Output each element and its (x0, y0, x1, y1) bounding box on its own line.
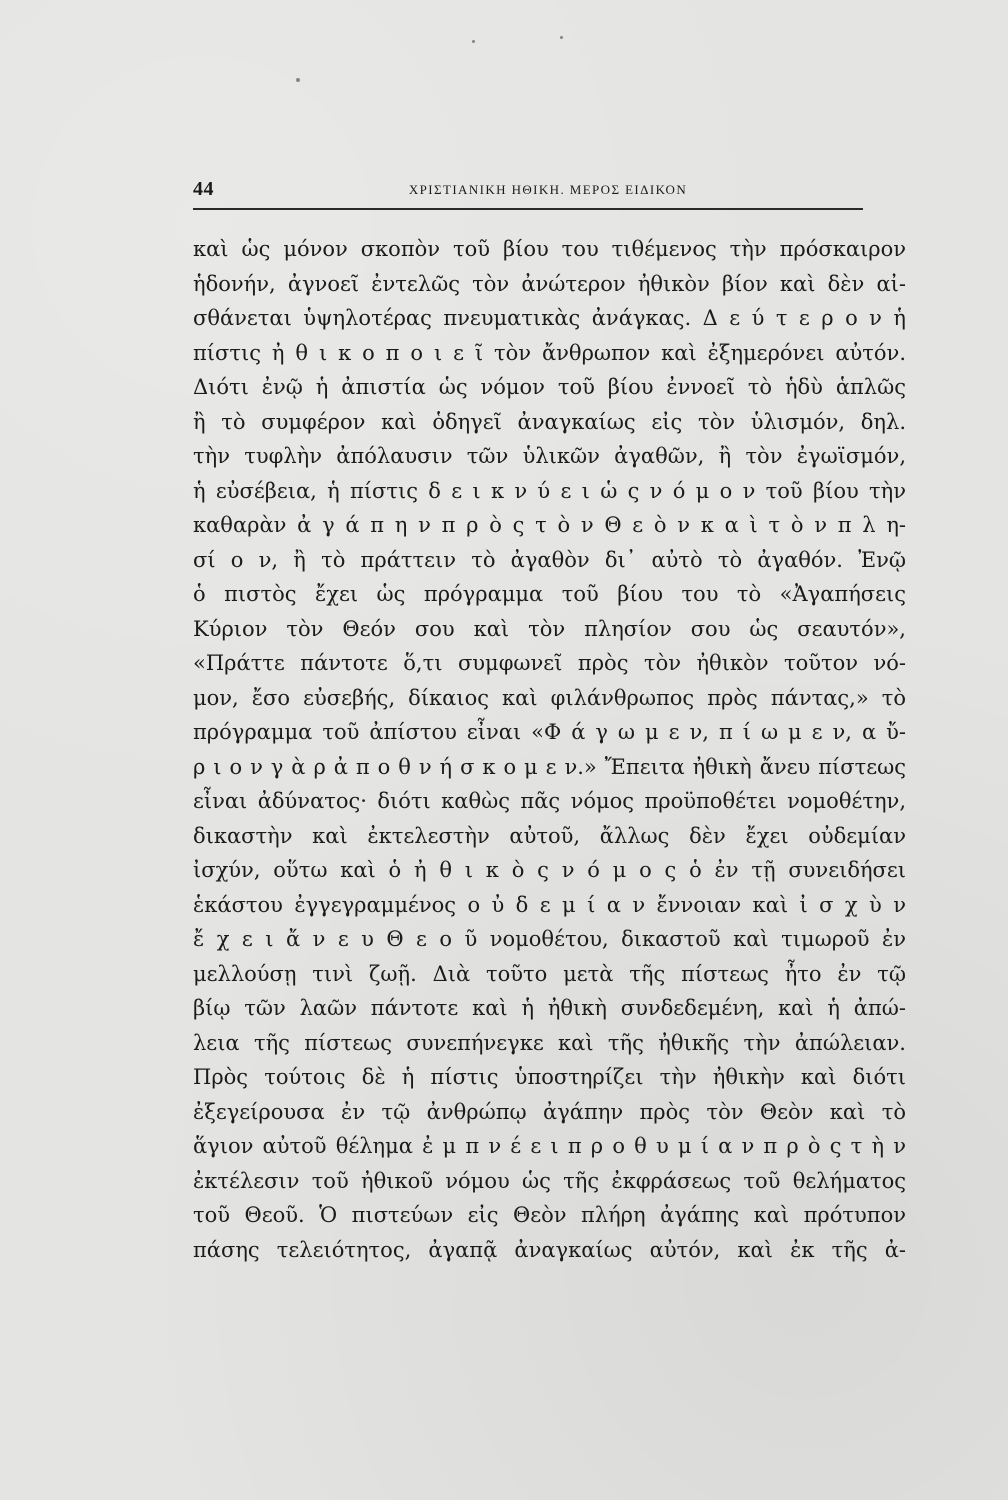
text-line: Κύριον τὸν Θεόν σου καὶ τὸν πλησίον σου ὡς σεαυτόν», (193, 616, 906, 641)
text-line: ἢ τὸ συμφέρον καὶ ὁδηγεῖ ἀναγκαίως εἰς τὸν ὑλισμόν, δηλ. (193, 409, 906, 434)
page-header (193, 178, 863, 206)
page-number: 44 (193, 178, 214, 200)
text-line: ὁ πιστὸς ἔχει ὡς πρόγραμμα τοῦ βίου του τὸ «Ἀγαπήσεις (193, 582, 906, 606)
text-line: «Πράττε πάντοτε ὅ,τι συμφωνεῖ πρὸς τὸν ἠθικὸν τοῦτον νό- (193, 651, 906, 675)
header-rule (193, 208, 863, 210)
text-line: σί ο ν, ἢ τὸ πράττειν τὸ ἀγαθὸν δι᾽ αὐτὸ τὸ ἀγαθόν. Ἐνῷ (193, 547, 906, 572)
text-line: εἶναι ἀδύνατος· διότι καθὼς πᾶς νόμος προϋποθέτει νομοθέτην, (193, 789, 906, 813)
paper-speck (472, 40, 475, 43)
text-line: ρ ι ο ν γ ὰ ρ ἀ π ο θ ν ή σ κ ο μ ε ν.» Ἔπειτα ἠθικὴ ἄνευ πίστεως (193, 754, 906, 779)
text-line: ἡδονήν, ἀγνοεῖ ἐντελῶς τὸν ἀνώτερον ἠθικὸν βίον καὶ δὲν αἰ- (193, 271, 906, 296)
text-line: σθάνεται ὑψηλοτέρας πνευματικὰς ἀνάγκας. Δ ε ύ τ ε ρ ο ν ἡ (193, 306, 906, 330)
text-line: Πρὸς τούτοις δὲ ἡ πίστις ὑποστηρίζει τὴν ἠθικὴν καὶ διότι (193, 1065, 906, 1089)
paper-speck (296, 78, 300, 82)
text-line: καὶ ὡς μόνον σκοπὸν τοῦ βίου του τιθέμενος τὴν πρόσκαιρον (193, 237, 906, 261)
text-line: ἐκτέλεσιν τοῦ ἠθικοῦ νόμου ὡς τῆς ἐκφράσεως τοῦ θελήματος (193, 1168, 906, 1193)
text-line: τὴν τυφλὴν ἀπόλαυσιν τῶν ὑλικῶν ἀγαθῶν, ἢ τὸν ἐγωϊσμόν, (193, 444, 906, 468)
text-line: βίῳ τῶν λαῶν πάντοτε καὶ ἡ ἠθικὴ συνδεδεμένη, καὶ ἡ ἀπώ- (193, 996, 906, 1020)
text-line: καθαρὰν ἀ γ ά π η ν π ρ ὸ ς τ ὸ ν Θ ε ὸ ν κ α ὶ τ ὸ ν π λ η- (193, 513, 906, 537)
text-line: ἔ χ ε ι ἄ ν ε υ Θ ε ο ῦ νομοθέτου, δικαστοῦ καὶ τιμωροῦ ἐν (193, 927, 906, 951)
text-line: πάσης τελειότητος, ἀγαπᾷ ἀναγκαίως αὐτόν, καὶ ἐκ τῆς ἀ- (193, 1237, 906, 1262)
text-line: πρόγραμμα τοῦ ἀπίστου εἶναι «Φ ά γ ω μ ε ν, π ί ω μ ε ν, α ὔ- (193, 720, 906, 744)
text-line: ἰσχύν, οὕτω καὶ ὁ ἠ θ ι κ ὸ ς ν ό μ ο ς ὁ ἐν τῇ συνειδήσει (193, 858, 906, 882)
paper-speck (560, 36, 563, 39)
text-line: ἑκάστου ἐγγεγραμμένος ο ὐ δ ε μ ί α ν ἔννοιαν καὶ ἰ σ χ ὺ ν (193, 892, 906, 917)
text-line: πίστις ἠ θ ι κ ο π ο ι ε ῖ τὸν ἄνθρωπον καὶ ἐξημερόνει αὐτόν. (193, 340, 906, 365)
text-line: μον, ἔσο εὐσεβής, δίκαιος καὶ φιλάνθρωπος πρὸς πάντας,» τὸ (193, 685, 906, 710)
text-line: ἅγιον αὐτοῦ θέλημα ἐ μ π ν έ ε ι π ρ ο θ υ μ ί α ν π ρ ὸ ς τ ὴ ν (193, 1134, 906, 1158)
body-text (193, 232, 906, 1267)
running-title: ΧΡΙΣΤΙΑΝΙΚΗ ΗΘΙΚΗ. ΜΕΡΟΣ ΕΙΔΙΚΟΝ (408, 182, 688, 197)
text-line: ἐξεγείρουσα ἐν τῷ ἀνθρώπῳ ἀγάπην πρὸς τὸν Θεὸν καὶ τὸ (193, 1099, 906, 1124)
text-line: δικαστὴν καὶ ἐκτελεστὴν αὐτοῦ, ἄλλως δὲν ἔχει οὐδεμίαν (193, 823, 906, 848)
text-line: τοῦ Θεοῦ. Ὁ πιστεύων εἰς Θεὸν πλήρη ἀγάπης καὶ πρότυπον (193, 1203, 906, 1227)
text-line: μελλούσῃ τινὶ ζωῇ. Διὰ τοῦτο μετὰ τῆς πίστεως ἦτο ἐν τῷ (193, 961, 906, 986)
text-line: Διότι ἐνῷ ἡ ἀπιστία ὡς νόμον τοῦ βίου ἐννοεῖ τὸ ἡδὺ ἁπλῶς (193, 375, 906, 399)
text-line: λεια τῆς πίστεως συνεπήνεγκε καὶ τῆς ἠθικῆς τὴν ἀπώλειαν. (193, 1030, 906, 1055)
text-line: ἡ εὐσέβεια, ἡ πίστις δ ε ι κ ν ύ ε ι ὡ ς ν ό μ ο ν τοῦ βίου τὴν (193, 478, 906, 503)
